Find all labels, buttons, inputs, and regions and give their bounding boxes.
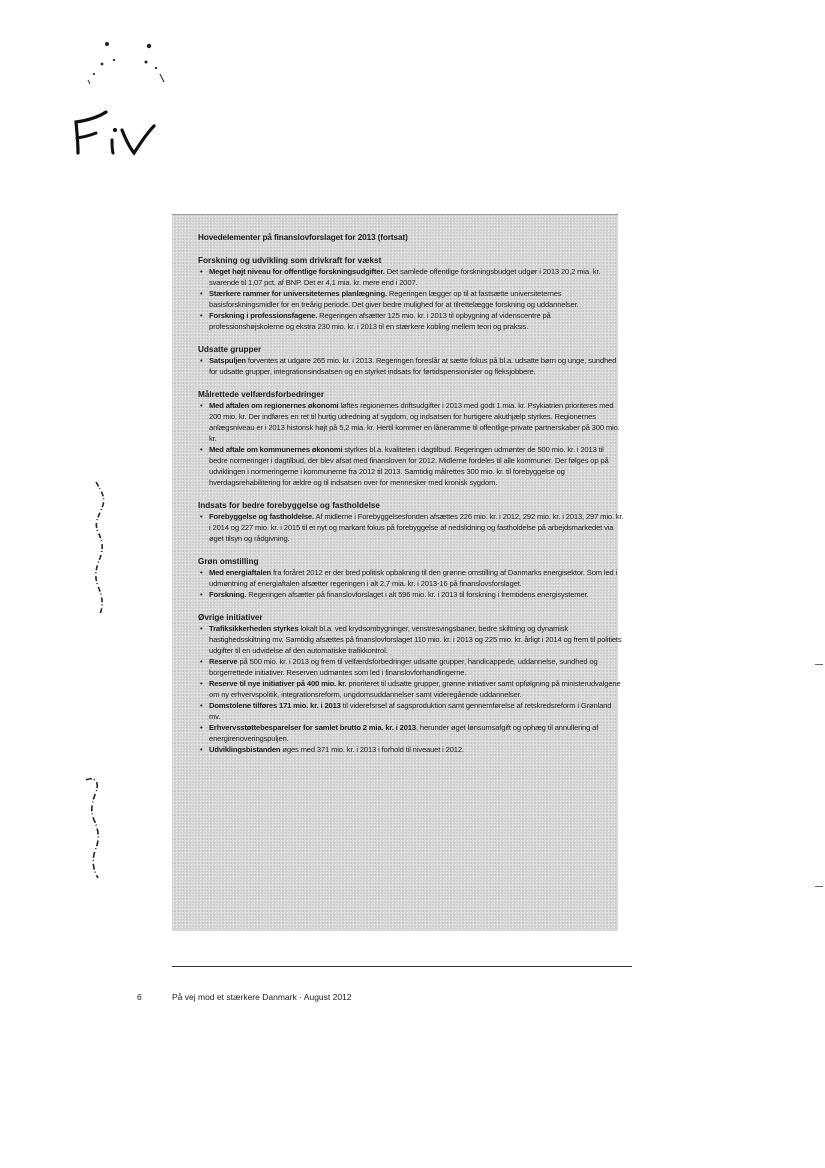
- bullet-text: øges med 371 mio. kr. i 2013 i forhold til niveauet i 2012.: [280, 745, 464, 754]
- bullet-text: fra foråret 2012 er der bred politisk opbakning til den grønne omstilling af Danmarks energisektor. Som led i udmøntning af energiaftalen afsætter regeringen i alt 2,7 mia. kr. i 2013-16 på finanslovsforslaget.: [209, 568, 618, 588]
- bullet-icon: •: [200, 512, 203, 521]
- bullet-text: Regeringen afsætter 125 mio. kr. i 2013 til opbygning af videnscentre på professionshøjskolerne og ekstra 230 mio. kr. i 2013 til en stærkere kobling mellem teori og praksis.: [209, 311, 551, 331]
- edge-tick: [815, 886, 823, 887]
- bullet-lead: Domstolene tilføres 171 mio. kr. i 2013: [209, 701, 341, 710]
- margin-scribble-2: [78, 772, 118, 882]
- box-title: Hovedelementer på finanslovforslaget for 2013 (fortsat): [198, 233, 408, 242]
- bullet-item: [198, 511, 624, 544]
- bullet-text: løftes regionernes driftsudgifter i 2013 med godt 1 mia. kr. Psykiatrien prioriteres med 200 mio. kr. Der indføres en ret til hurtig udredning af sygdom, og indsatsen for hurtigere akuthjælp styrkes. Regionernes anlægsniveau er i 2013 historisk højt på 5,2 mia. kr. Hertil kommer en låneramme til offentlige-private partnerskaber på 300 mio. kr.: [209, 401, 620, 443]
- bullet-icon: •: [200, 568, 203, 577]
- section-heading: Forskning og udvikling som drivkraft for vækst: [198, 256, 382, 265]
- bullet-text: Regeringen afsætter på finanslovforslaget i alt 596 mio. kr. i 2013 til forskning i fremtidens energisystemer.: [246, 590, 589, 599]
- bullet-icon: •: [200, 311, 203, 320]
- bullet-icon: •: [200, 745, 203, 754]
- bullet-text: på 500 mio. kr. i 2013 og frem til velfærdsforbedringer udsatte grupper, handicappede, uddannelse, sundhed og borgerrettede initiativer. Reserven udmøntes som led i finanslovforhandlingerne.: [209, 657, 598, 677]
- section: [198, 613, 624, 755]
- bullet-lead: Med aftale om kommunernes økonomi: [209, 445, 343, 454]
- bullet-lead: Meget højt niveau for offentlige forskningsudgifter.: [209, 267, 385, 276]
- bullet-item: [198, 400, 624, 444]
- sections: [198, 256, 624, 755]
- footer-text: På vej mod et stærkere Danmark · August 2012: [172, 992, 352, 1002]
- bullet-icon: •: [200, 657, 203, 666]
- bullet-text: til viderefsrsel af sagsproduktion samt gennemførelse af retskredsreform i Grønland mv.: [209, 701, 612, 721]
- bullet-list: [198, 400, 624, 488]
- bullet-item: [198, 288, 624, 310]
- bullet-lead: Med energiaftalen: [209, 568, 272, 577]
- section-heading: Indsats for bedre forebyggelse og fastholdelse: [198, 501, 380, 510]
- bullet-item: [198, 656, 624, 678]
- bullet-item: [198, 266, 624, 288]
- bullet-lead: Stærkere rammer for universiteternes planlægning.: [209, 289, 387, 298]
- section: [198, 557, 624, 600]
- bullet-text: lokalt bl.a. ved krydsombygninger, venstresvingsbaner, bedre skiltning og dynamisk hastighedsskiltning mv. Samtidig afsættes på finanslovforslaget 110 mio. kr. i 2013 og 225 mio. kr. årligt i 2014 og frem til politiets udgifter til en udvidelse af den automatiske trafikkontrol.: [209, 624, 622, 655]
- bullet-icon: •: [200, 267, 203, 276]
- bullet-icon: •: [200, 679, 203, 688]
- bullet-text: , herunder øget lønsumsafgift og ophæg til annullering af energirenoveringspuljen.: [209, 723, 599, 743]
- bullet-lead: Forebyggelse og fastholdelse.: [209, 512, 314, 521]
- bullet-item: [198, 444, 624, 488]
- section: [198, 345, 624, 377]
- bullet-item: [198, 589, 624, 600]
- bullet-lead: Udviklingsbistanden: [209, 745, 281, 754]
- bullet-list: [198, 567, 624, 600]
- summary-box: [172, 214, 624, 931]
- bullet-item: [198, 310, 624, 332]
- bullet-lead: Reserve til nye initiativer på 400 mio. kr.: [209, 679, 347, 688]
- bullet-icon: •: [200, 723, 203, 732]
- edge-tick: [815, 664, 823, 665]
- bullet-item: [198, 744, 624, 755]
- bullet-lead: Reserve: [209, 657, 238, 666]
- bullet-icon: •: [200, 356, 203, 365]
- bullet-list: [198, 266, 624, 332]
- bullet-text: prioriteret til udsatte grupper, grønne initiativer samt opfølgning på ministerudvalgene om ny erhvervspolitik, integrationsreform, ungdomsuddannelser samt videregående uddannelser.: [209, 679, 621, 699]
- bullet-item: [198, 623, 624, 656]
- bullet-list: [198, 355, 624, 377]
- bullet-text: styrkes bl.a. kvaliteten i dagtilbud. Regeringen udmønter de 500 mio. kr. i 2013 til bedre normeringer i dagtilbud, der blev afsat med finansloven for 2012. Midlerne fordeles til alle kommuner. Der følges op på udviklingen i normeringerne i kommunerne fra 2012 til 2013. Samtidig målrettes 300 mio. kr. til forebyggelse og hverdagsrehabilitering for ældre og til indsatsen over for mennesker med kronisk sygdom.: [209, 445, 609, 487]
- bullet-list: [198, 623, 624, 755]
- margin-scribble-1: [80, 478, 120, 618]
- bullet-item: [198, 567, 624, 589]
- bullet-lead: Satspuljen: [209, 356, 246, 365]
- bullet-item: [198, 355, 624, 377]
- page-number: 6: [137, 992, 142, 1002]
- bullet-lead: Forskning.: [209, 590, 247, 599]
- bullet-text: forventes at udgøre 265 mio. kr. i 2013. Regeringen foreslår at sætte fokus på bl.a. udsatte børn og unge, sundhed for udsatte grupper, integrationsindsatsen og en styrket indsats for førtidspensionister og fleksjobbere.: [209, 356, 617, 376]
- bullet-item: [198, 700, 624, 722]
- bullet-icon: •: [200, 445, 203, 454]
- handwriting-fiv: [60, 30, 180, 170]
- bullet-list: [198, 511, 624, 544]
- section: [198, 390, 624, 488]
- bullet-lead: Trafiksikkerheden styrkes: [209, 624, 299, 633]
- bullet-icon: •: [200, 289, 203, 298]
- section-heading: Målrettede velfærdsforbedringer: [198, 390, 325, 399]
- bullet-lead: Med aftalen om regionernes økonomi: [209, 401, 339, 410]
- bullet-icon: •: [200, 624, 203, 633]
- section: [198, 501, 624, 544]
- section-heading: Øvrige initiativer: [198, 613, 263, 622]
- bullet-text: Af midlerne i Forebyggelsesfonden afsættes 226 mio. kr. i 2012, 292 mio. kr. i 2013, 297 mio. kr. i 2014 og 227 mio. kr. i 2015 til et nyt og markant fokus på forebyggelse af nedslidning og fastholdelse på arbejdsmarkedet via øget tilsyn og rådgivning.: [209, 512, 624, 543]
- bullet-lead: Forskning i professionsfagene.: [209, 311, 318, 320]
- section-heading: Grøn omstilling: [198, 557, 259, 566]
- bullet-item: [198, 722, 624, 744]
- bullet-text: Det samlede offentlige forskningsbudget udgør i 2013 20,2 mia. kr. svarende til 1,07 pct. af BNP. Det er 4,1 mia. kr. mere end i 2007.: [209, 267, 601, 287]
- bullet-text: Regeringen lægger op til at fastsætte universiteternes basisforskningsmidler for en treårig periode. Det giver bedre mulighed for at tilrettelægge forskning og uddannelser.: [209, 289, 579, 309]
- section-heading: Udsatte grupper: [198, 345, 262, 354]
- bullet-lead: Erhvervsstøttebesparelser for samlet brutto 2 mia. kr. i 2013: [209, 723, 416, 732]
- bullet-item: [198, 678, 624, 700]
- bullet-icon: •: [200, 701, 203, 710]
- bullet-icon: •: [200, 590, 203, 599]
- bullet-icon: •: [200, 401, 203, 410]
- section: [198, 256, 624, 332]
- footer-rule: [172, 966, 632, 967]
- summary-box-content: [198, 233, 624, 768]
